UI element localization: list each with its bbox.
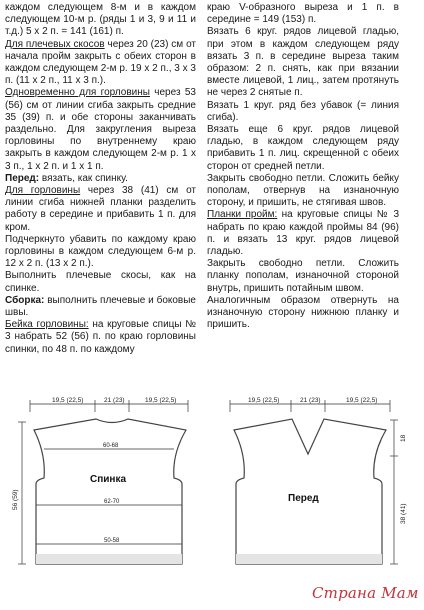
back-piece-label: Спинка [90,474,127,485]
paragraph-assembly: Сборка: выполнить плечевые и боковые швы. [5,294,196,319]
paragraph-front: Перед: вязать, как спинку. [5,172,128,184]
paragraph-bind-off-armhole: Закрыть свободно петли. Сложить планку пополам, изнаночной стороной внутрь, пришить потайным швом. [207,258,399,294]
dim-back-upper-width: 60-68 [103,443,119,449]
paragraph-increase-rounds: Вязать еще 6 круг. рядов лицевой гладью, в каждом следующем ряду прибавить 1 п. лиц. скрещенной с обеих сторон от средней петли. [207,124,399,172]
paragraph-neck-band: Бейка горловины: на круговые спицы № 3 набрать 52 (56) п. по краю горловины спинки, по 48 п. по каждому [5,319,196,355]
paragraph-bind-off-band: Закрыть свободно петли. Сложить бейку пополам, отвернув на изнаночную сторону, и пришить, не стягивая швов. [207,172,399,209]
paragraph-neckline-front: Для горловины через 38 (41) см от линии сгиба нижней планки разделить работу в середине и прибавить 1 п. для кром. [5,185,196,233]
heading-assembly: Сборка: [5,294,45,306]
paragraph-v-neck-rounds: Вязать 6 круг. рядов лицевой гладью, при этом в каждом следующем ряду вязать 3 п. в середине выреза таким образом: 2 п. снять, как при вязании вместе лицевой, 1 лиц., затем протянуть не через 2 снятые п. [207,26,399,99]
back-schematic [0,392,212,582]
dim-back-lower-width: 50-58 [104,538,120,544]
instructions-left-column [5,2,196,356]
paragraph-fold-line: Вязать 1 круг. ряд без убавок (= линия сгиба). [207,99,399,123]
heading-shoulder-slopes: Для плечевых скосов [5,38,105,50]
paragraph-armhole-bands: Планки пройм: на круговые спицы № 3 набрать по краю каждой проймы 84 (96) п. и вязать 13 круг. рядов лицевой гладью. [207,209,400,258]
dim-front-height: 38 (41) [400,503,407,524]
dim-back-top-right: 19,5 (22,5) [145,397,177,404]
site-watermark: Страна Мам [312,584,419,602]
heading-neckline-simultaneously: Одновременно для горловины [5,87,150,99]
dim-front-top-center: 21 (23) [300,397,321,404]
dim-front-top-left: 19,5 (22,5) [248,397,280,404]
bottom-band [236,554,382,564]
dim-v-neck-depth: 18 [400,434,407,442]
heading-armhole-bands: Планки пройм: [207,209,278,221]
paragraph-bottom-band: Аналогичным образом отвернуть на изнаночную сторону нижнюю планку и пришить. [207,294,399,331]
front-schematic [212,392,424,582]
paragraph-v-neck-edge: краю V-образного выреза и 1 п. в середине = 149 (153) п. [207,2,399,26]
heading-neckline: Для горловины [5,185,81,197]
dim-back-height: 56 (59) [12,489,19,510]
bottom-band [36,554,182,564]
instructions-right-column [207,2,399,331]
front-piece-label: Перед [288,493,319,504]
dim-front-top-right: 19,5 (22,5) [346,397,378,404]
paragraph-neckline-back: Одновременно для горловины через 53 (56) см от линии сгиба закрыть средние 35 (39) п. и обе стороны заканчивать раздельно. Для закругления выреза горловины по внутреннему краю закрыть в каждом следующем 2-м р. 1 х 3 п., 1 х 2 п. и 1 х 1 п. [5,87,196,172]
dim-back-mid-width: 62-70 [104,499,120,505]
paragraph-shoulder-note: Выполнить плечевые скосы, как на спинке. [5,270,196,294]
heading-front: Перед: [5,172,40,184]
paragraph-decreases: каждом следующем 8-м и в каждом следующем 10-м р. (ряды 1 и 3, 9 и 11 и т.д.) 5 х 2 п. = 141 (161) п. [5,2,196,38]
heading-neck-band: Бейка горловины: [5,319,89,331]
paragraph-neck-decreases: Подчеркнуто убавить по каждому краю горловины в каждом следующем 6-м р. 12 х 2 п. (13 х 2 п.). [5,233,196,270]
paragraph-shoulder-slopes: Для плечевых скосов через 20 (23) см от начала пройм закрыть с обеих сторон в каждом следующем 2-м р. 19 х 2 п., 3 х 3 п. (11 х 2 п., 11 х 3 п.). [5,38,196,87]
dim-back-top-left: 19,5 (22,5) [52,397,84,404]
dim-back-top-center: 21 (23) [104,397,125,404]
